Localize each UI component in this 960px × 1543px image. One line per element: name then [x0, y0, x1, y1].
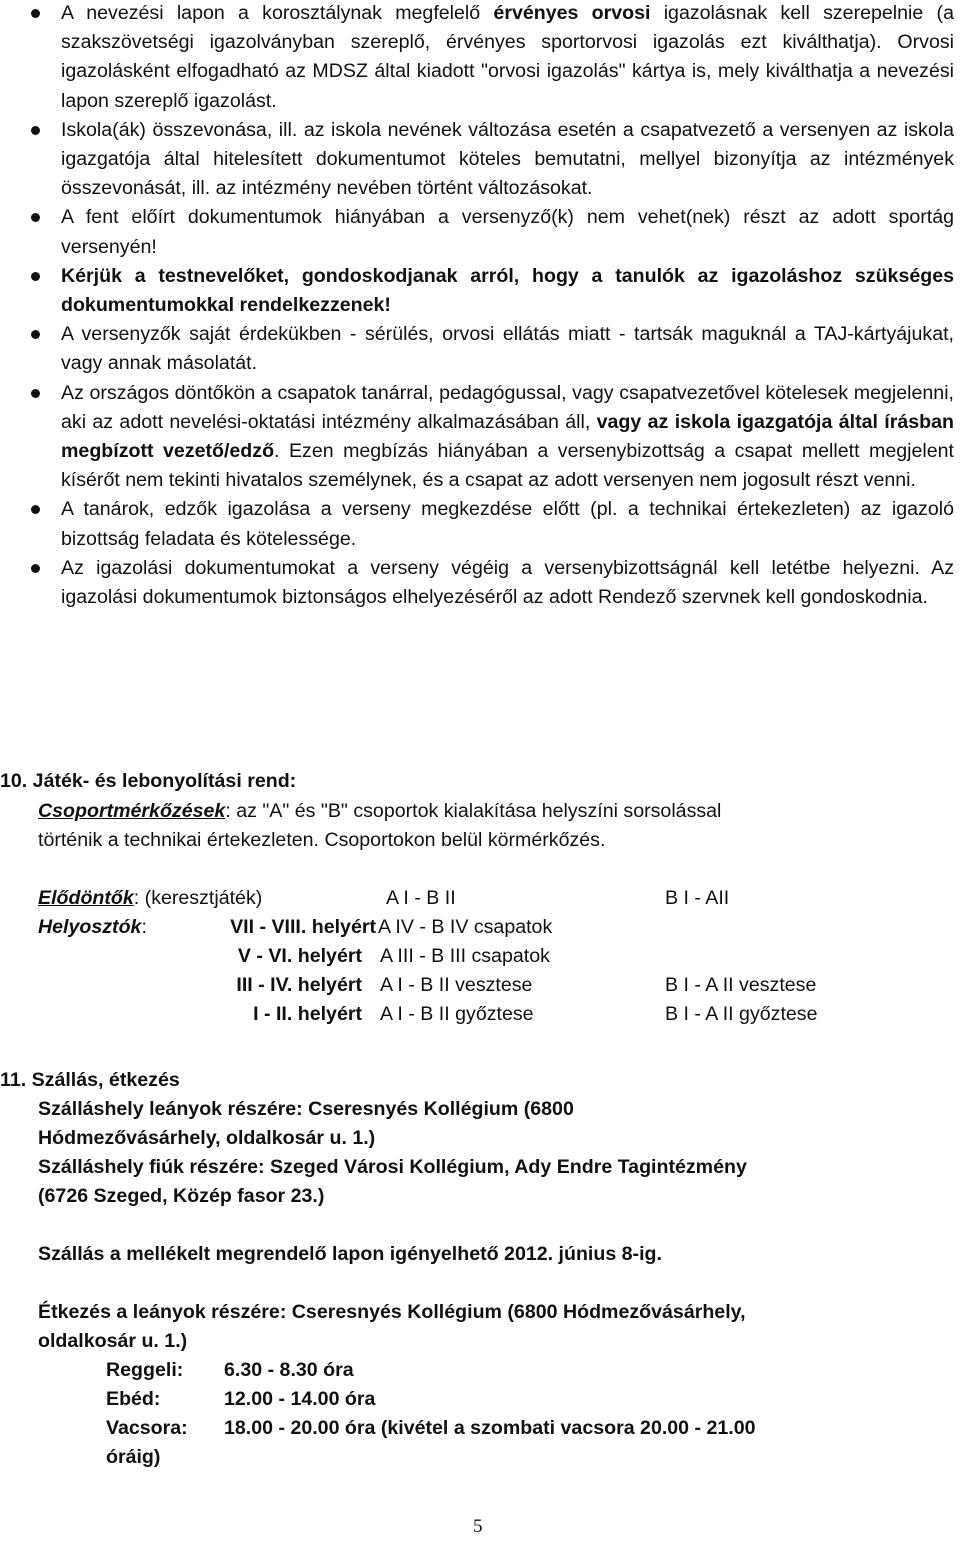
- bullet-text-part: A versenyzők saját érdekükben - sérülés, orvosi ellátás miatt - tartsák maguknál a TAJ-kártyájukat, vagy annak másolatát.: [61, 323, 954, 375]
- bullet-text: [61, 262, 954, 320]
- meal-time: 12.00 - 14.00 óra: [224, 1388, 376, 1410]
- section-10-heading: 10. Játék- és lebonyolítási rend:: [0, 770, 297, 792]
- booking-deadline: Szállás a mellékelt megrendelő lapon igényelhető 2012. június 8-ig.: [38, 1243, 662, 1265]
- placement-pair-b: B I - A II vesztese: [665, 974, 817, 996]
- bullet-text-part: Az igazolási dokumentumokat a verseny végéig a versenybizottságnál kell letétbe helyezni. Az igazolási dokumentumok biztonságos elhelyezéséről az adott Rendező szervnek kell gondoskodnia.: [61, 556, 954, 609]
- bullet-dot-icon: [31, 272, 40, 281]
- placement-position: III - IV. helyért: [236, 974, 362, 996]
- bullet-text: [61, 116, 954, 204]
- bullet-text: [61, 554, 954, 612]
- placement-label-row: [38, 913, 147, 942]
- placement-label: Helyosztók: [38, 916, 142, 938]
- group-matches-line-2: történik a technikai értekezleten. Csoportokon belül körmérkőzés.: [38, 829, 606, 851]
- bullet-item: [0, 495, 954, 553]
- placement-pair-b: B I - A II győztese: [665, 1003, 818, 1025]
- bullet-text: [61, 495, 954, 553]
- bullet-text-part: vagy az iskola igazgatója által írásban megbízott vezető/edző: [61, 410, 954, 463]
- placement-pair-a: A I - B II győztese: [380, 1003, 534, 1025]
- semifinal-pair-a: A I - B II: [386, 887, 456, 909]
- bullet-dot-icon: [31, 330, 40, 339]
- boys-accommodation-line-2: (6726 Szeged, Közép fasor 23.): [38, 1185, 325, 1207]
- group-matches-line-1: [38, 797, 721, 826]
- placement-position: VII - VIII. helyért: [230, 916, 376, 938]
- bullet-item: [0, 203, 954, 261]
- meal-time: 6.30 - 8.30 óra: [224, 1359, 354, 1381]
- bullet-text: [61, 379, 954, 496]
- bullet-text-part: A fent előírt dokumentumok hiányában a versenyző(k) nem vehet(nek) részt az adott sportág versenyén!: [61, 206, 954, 258]
- meal-label: Vacsora:: [106, 1417, 188, 1439]
- bullet-item: [0, 262, 954, 320]
- requirements-bullet-list: [0, 0, 960, 612]
- bullet-text-part: Kérjük a testnevelőket, gondoskodjanak arról, hogy a tanulók az igazoláshoz szükséges dokumentumokkal rendelkezzenek!: [61, 264, 954, 317]
- semifinal-label: Elődöntők: [38, 887, 134, 909]
- bullet-text: [61, 0, 954, 116]
- meals-location-line-1: Étkezés a leányok részére: Cseresnyés Kollégium (6800 Hódmezővásárhely,: [38, 1301, 746, 1323]
- bullet-text-part: igazolásnak kell szerepelnie (a szakszövetségi igazolványban szereplő, érvényes sportorvosi igazolás ezt kiválthatja). Orvosi igazolásként elfogadható az MDSZ által kiadott "orvosi igazolás" kártya is, mely kiválthatja a nevezési lapon szereplő igazolást.: [61, 2, 954, 112]
- bullet-text-part: A nevezési lapon a korosztálynak megfelelő: [61, 2, 494, 24]
- meal-label: Reggeli:: [106, 1359, 184, 1381]
- meals-location-line-2: oldalkosár u. 1.): [38, 1330, 188, 1352]
- girls-accommodation-line-1: Szálláshely leányok részére: Cseresnyés Kollégium (6800: [38, 1098, 574, 1120]
- bullet-dot-icon: [31, 126, 40, 135]
- bullet-text-part: Az országos döntőkön a csapatok tanárral, pedagógussal, vagy csapatvezetővel kötelesek megjelenni, aki az adott nevelési-oktatási intézmény alkalmazásában áll,: [61, 381, 954, 433]
- page-number: 5: [473, 1516, 483, 1537]
- bullet-item: [0, 379, 954, 496]
- bullet-dot-icon: [31, 505, 40, 514]
- bullet-text-part: Iskola(ák) összevonása, ill. az iskola nevének változása esetén a csapatvezető a versenyen az iskola igazgatója által hitelesített dokumentumot köteles bemutatni, mellyel bizonyítja az intézmények összevonását, ill. az intézmény nevében történt változásokat.: [61, 118, 954, 200]
- bullet-dot-icon: [31, 389, 40, 398]
- group-matches-label: Csoportmérkőzések: [38, 800, 226, 822]
- bullet-text-part: . Ezen megbízás hiányában a versenybizottság a csapat mellett megjelent kísérőt nem tekinti hivatalos személynek, és a csapat az adott versenyen nem jogosult részt venni.: [61, 440, 954, 492]
- bullet-item: [0, 0, 954, 116]
- bullet-dot-icon: [31, 9, 40, 18]
- boys-accommodation-line-1: Szálláshely fiúk részére: Szeged Városi Kollégium, Ady Endre Tagintézmény: [38, 1156, 747, 1178]
- placement-pair-a: A III - B III csapatok: [380, 945, 550, 967]
- bullet-item: [0, 320, 954, 378]
- semifinal-pair-b: B I - AII: [665, 887, 730, 909]
- placement-pair-a: A IV - B IV csapatok: [378, 916, 553, 938]
- bullet-text: [61, 320, 954, 378]
- semifinal-text: : (keresztjáték): [133, 887, 263, 909]
- meal-label: Ebéd:: [106, 1388, 161, 1410]
- group-matches-text: : az "A" és "B" csoportok kialakítása helyszíni sorsolással: [225, 800, 722, 822]
- bullet-item: [0, 554, 954, 612]
- bullet-text-part: érvényes orvosi: [493, 2, 651, 24]
- girls-accommodation-line-2: Hódmezővásárhely, oldalkosár u. 1.): [38, 1127, 376, 1149]
- section-11-heading: 11. Szállás, étkezés: [0, 1069, 180, 1091]
- placement-colon: :: [141, 916, 147, 938]
- bullet-dot-icon: [31, 564, 40, 573]
- placement-position: I - II. helyért: [253, 1003, 362, 1025]
- bullet-text-part: A tanárok, edzők igazolása a verseny megkezdése előtt (pl. a technikai értekezleten) az igazoló bizottság feladata és kötelessége.: [61, 498, 954, 550]
- semifinal-row: [38, 884, 262, 913]
- placement-pair-a: A I - B II vesztese: [380, 974, 533, 996]
- bullet-text: [61, 203, 954, 261]
- bullet-dot-icon: [31, 213, 40, 222]
- placement-position: V - VI. helyért: [237, 945, 362, 967]
- dinner-note-tail: óráig): [106, 1446, 161, 1468]
- meal-time: 18.00 - 20.00 óra (kivétel a szombati vacsora 20.00 - 21.00: [224, 1417, 756, 1439]
- bullet-item: [0, 116, 954, 204]
